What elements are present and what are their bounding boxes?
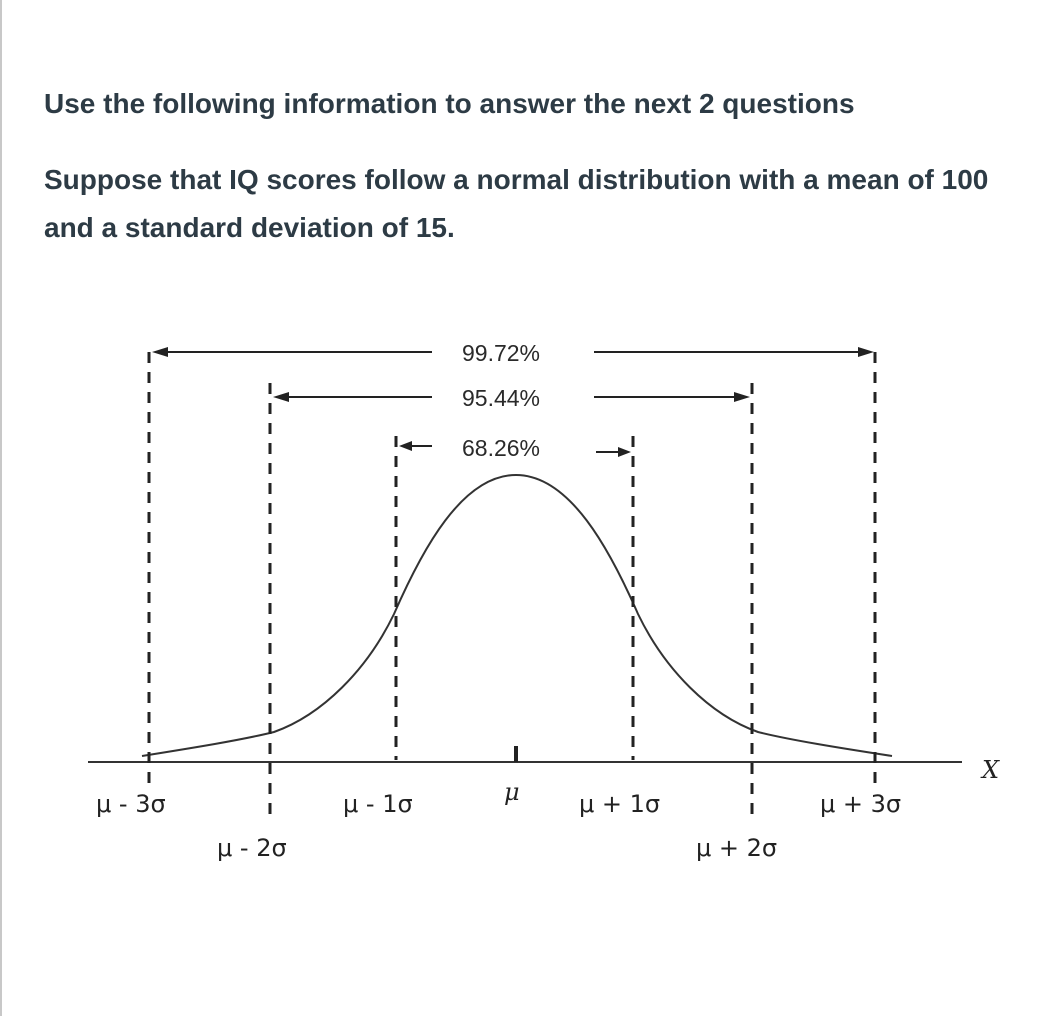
- label-mu-minus-2sigma: μ - 2σ: [217, 834, 287, 862]
- label-mu-minus-1sigma: μ - 1σ: [343, 790, 413, 818]
- range-2-arrowhead-right: [734, 392, 750, 402]
- range-2-arrowhead-left: [273, 392, 289, 402]
- normal-distribution-diagram: [2, 0, 1042, 1016]
- x-axis-label: X: [982, 756, 1000, 784]
- label-mu-plus-3sigma: μ + 3σ: [820, 790, 902, 818]
- range-2-label: 95.44%: [462, 385, 541, 411]
- normal-curve: [142, 475, 892, 756]
- range-1-arrowhead-left: [399, 441, 412, 451]
- question-text: Suppose that IQ scores follow a normal distribution with a mean of 100 and a standard deviation of 15.: [44, 164, 989, 243]
- label-mu-plus-1sigma: μ + 1σ: [579, 790, 661, 818]
- range-3-label: 99.72%: [462, 340, 541, 366]
- label-mu-minus-3sigma: μ - 3σ: [96, 790, 166, 818]
- intro-text: Use the following information to answer the next 2 questions: [44, 88, 855, 119]
- range-3-arrowhead-left: [152, 347, 168, 357]
- range-3-arrowhead-right: [858, 347, 874, 357]
- range-1-arrowhead-right: [618, 447, 631, 457]
- label-mu-plus-2sigma: μ + 2σ: [696, 834, 778, 862]
- range-1-label: 68.26%: [462, 435, 541, 461]
- label-mu: μ: [504, 778, 520, 806]
